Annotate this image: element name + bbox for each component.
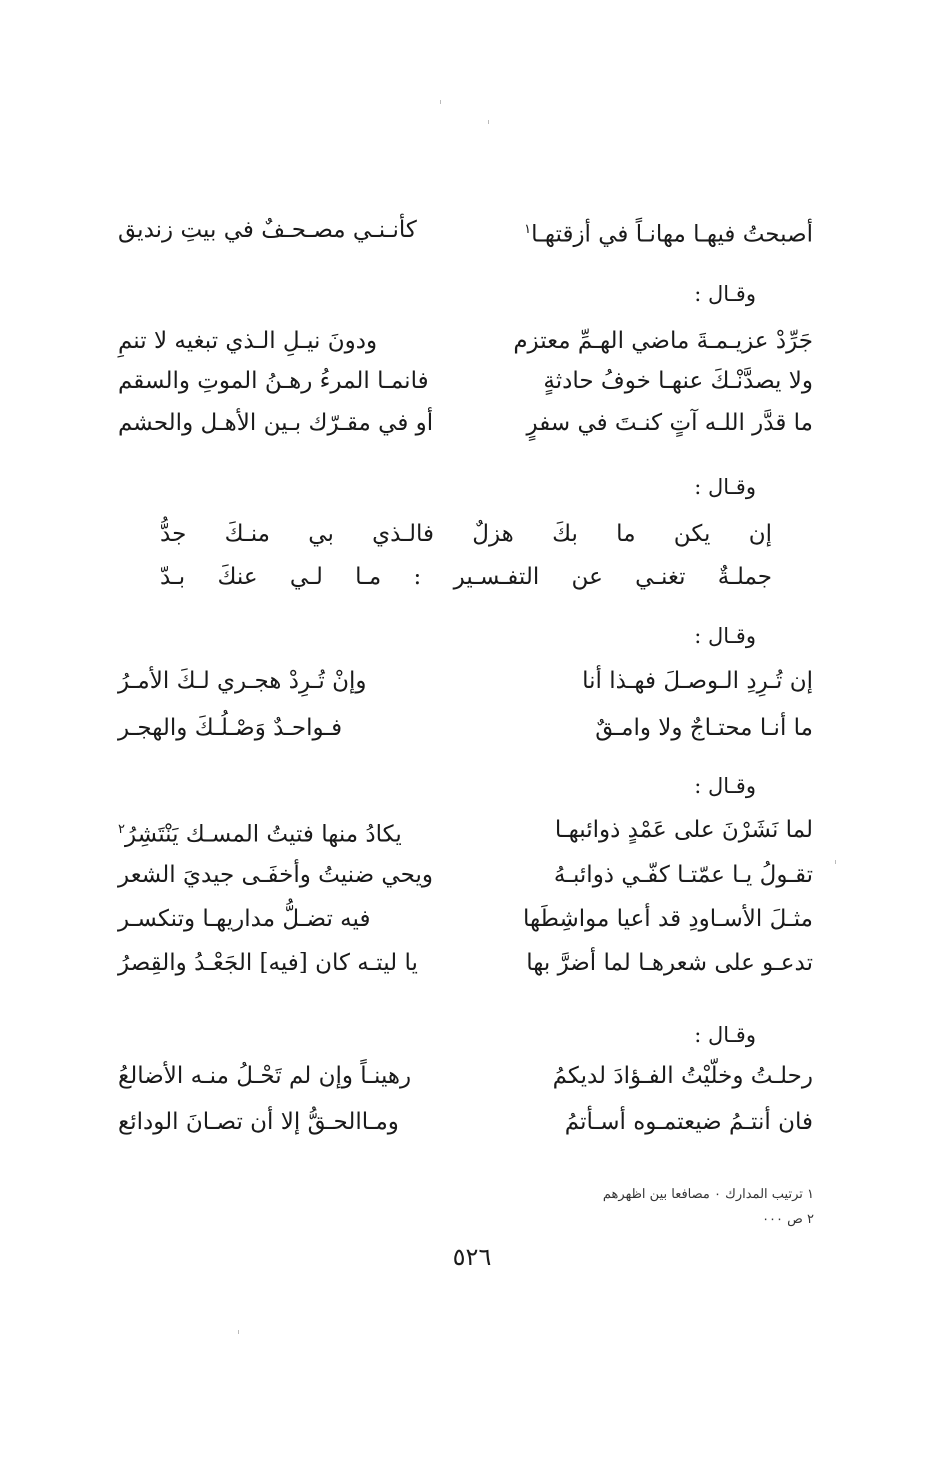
hemistich-second: ودونَ نيـلِ الـذي تبغيه لا تنمِ xyxy=(118,328,378,354)
hemistich-first: رحلـتُ وخلّيْتُ الفـؤادَ لديكمُ xyxy=(552,1063,813,1089)
hemistich-first: لما نَشَرْنَ على عَمْدٍ ذوائبهـا xyxy=(554,817,813,843)
scan-speck xyxy=(835,860,836,864)
section-label: وقـال : xyxy=(694,282,756,306)
verse-line xyxy=(118,658,813,704)
hemistich-second: ومـاالحـقُّ إلا أن تصـانَ الودائع xyxy=(118,1109,399,1135)
footnote-marker: ٢ xyxy=(118,822,125,837)
scan-speck xyxy=(488,120,489,124)
verse-line xyxy=(118,207,813,253)
hemistich-first: مثـلَ الأسـاودِ قد أعيا مواشِطَها xyxy=(522,906,813,932)
verse-line: إن يكن ما بكَ هزلٌ فالـذي بي منـكَ جدُّ xyxy=(160,521,772,547)
hemistich-first: إن تُـرِدِ الـوصـلَ فهـذا أنا xyxy=(582,668,813,694)
verse-line xyxy=(118,896,813,942)
hemistich-first: ولا يصدَّنْـكَ عنهـا خوفُ حادثةٍ xyxy=(543,368,813,394)
hemistich-first: جَرِّدْ عزيـمـةَ ماضي الهـمِّ معتزم xyxy=(513,328,813,354)
verse-line: جملـةٌ تغنـي عن التفـسـير : مـا لـي عنكَ بـدّ xyxy=(160,564,772,590)
scan-speck xyxy=(238,1330,239,1334)
hemistich-first: ما أنـا محتـاجٌ ولا وامـقٌ xyxy=(595,715,813,741)
hemistich-second: فانمـا المرءُ رهـنُ الموتِ والسقم xyxy=(118,368,429,394)
hemistich-second: أو في مقـرّك بـين الأهـل والحشم xyxy=(118,410,434,436)
footnote: ٢ ص ٠٠٠ xyxy=(762,1212,814,1227)
scan-speck xyxy=(440,100,441,104)
page-number: ٥٢٦ xyxy=(452,1243,492,1271)
hemistich-second: فيه تضـلُّ مداريهـا وتنكسـر xyxy=(118,906,371,932)
hemistich-second: وإنْ تُـرِدْ هجـري لـكَ الأمـرُ xyxy=(118,668,367,694)
hemistich-second: يكادُ منها فتيتُ المسـك يَنْتَشِرُ$^٢$ xyxy=(118,821,402,848)
verse-line xyxy=(118,807,813,853)
hemistich-second: كأنـنـي مصـحـفٌ في بيتِ زنديق xyxy=(118,217,417,243)
hemistich-second: ويحي ضنيتُ وأخفَـى جيديَ الشعر xyxy=(118,862,433,888)
hemistich-first: فان أنتـمُ ضيعتمـوه أسـأتمُ xyxy=(564,1109,813,1135)
hemistich-first: أصبحتُ فيهـا مهانـاً في أزقتهـا$^١$ xyxy=(524,221,813,248)
verse-line xyxy=(118,358,813,404)
hemistich-second: فـواحـدٌ وَصْـلُـكَ والهجـر xyxy=(118,715,343,741)
hemistich-first: ما قدَّر اللـه آتٍ كنـتَ في سفرٍ xyxy=(526,410,813,436)
verse-line xyxy=(118,1099,813,1145)
verse-line xyxy=(118,400,813,446)
hemistich-first: تقـولُ يـا عمّتـا كفّـي ذوائبـهُ xyxy=(553,862,813,888)
hemistich-second: رهينـاً وإن لم تَحْـلُ منـه الأضالعُ xyxy=(118,1063,412,1089)
footnote-marker: ١ xyxy=(524,222,532,237)
verse-line xyxy=(118,852,813,898)
section-label: وقـال : xyxy=(694,1023,756,1047)
section-label: وقـال : xyxy=(694,624,756,648)
verse-line xyxy=(118,940,813,986)
verse-line xyxy=(118,1053,813,1099)
section-label: وقـال : xyxy=(694,475,756,499)
hemistich-first: تدعـو على شعرهـا لما أضرَّ بها xyxy=(526,950,813,976)
hemistich-second: يا ليتـه كان [فيه] الجَعْـدُ والقِصرُ xyxy=(118,950,418,976)
verse-line xyxy=(118,705,813,751)
footnote: ١ ترتيب المدارك ٠ مصافعا بين اظهرهم xyxy=(602,1187,814,1202)
section-label: وقـال : xyxy=(694,774,756,798)
